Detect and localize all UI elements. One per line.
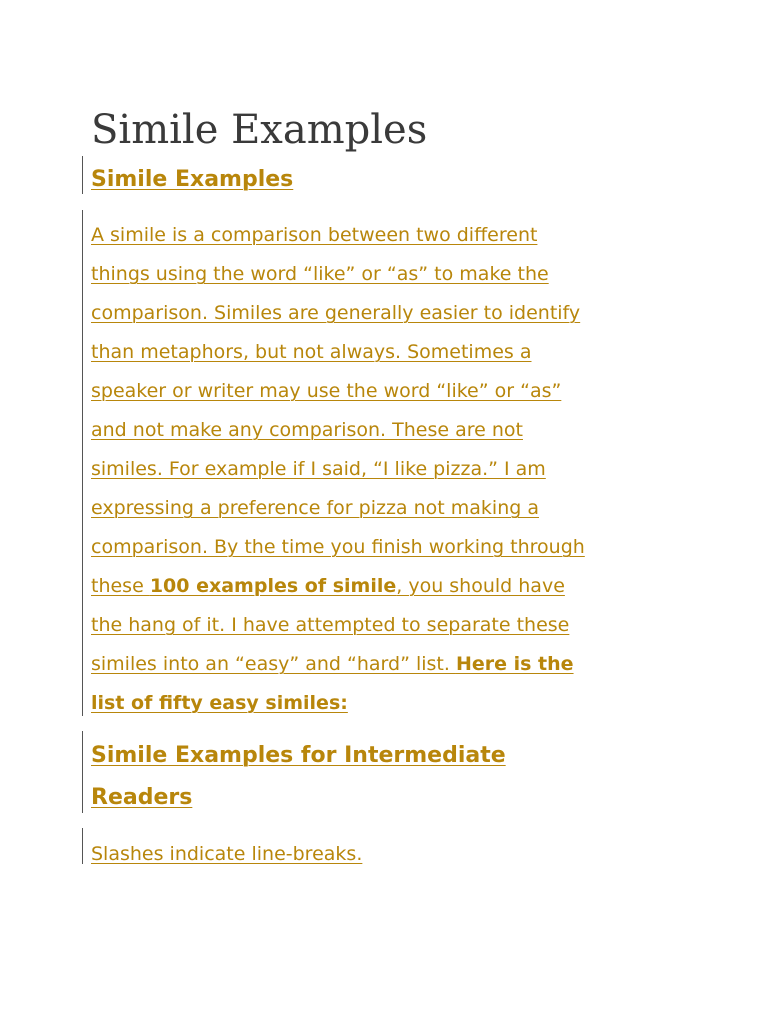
section-heading-simile-examples[interactable]	[91, 159, 293, 201]
paragraph-line[interactable]	[91, 567, 691, 606]
paragraph-line[interactable]	[91, 684, 691, 723]
section-heading-link[interactable]: Readers	[91, 785, 193, 810]
bold-link-100-examples[interactable]: 100 examples of simile	[149, 575, 397, 597]
paragraph-line[interactable]: speaker or writer may use the word “like” or “as”	[91, 380, 562, 402]
note-bar	[82, 828, 83, 864]
section-heading-intermediate[interactable]	[91, 735, 506, 819]
section-heading-link[interactable]: Simile Examples	[91, 167, 294, 192]
paragraph-line[interactable]: expressing a preference for pizza not making a	[91, 497, 539, 519]
section-bar	[82, 731, 83, 813]
paragraph-line[interactable]: things using the word “like” or “as” to make the	[91, 263, 549, 285]
intro-paragraph[interactable]	[91, 216, 691, 723]
paragraph-line[interactable]: than metaphors, but not always. Sometimes a	[91, 341, 532, 363]
paragraph-line[interactable]: the hang of it. I have attempted to separate these	[91, 614, 570, 636]
section-heading-link[interactable]: Simile Examples for Intermediate	[91, 743, 506, 768]
paragraph-line[interactable]: comparison. By the time you finish working through	[91, 536, 585, 558]
page-title: Simile Examples	[91, 107, 428, 153]
note-text[interactable]: Slashes indicate line-breaks.	[91, 843, 363, 865]
line-text: similes into an “easy” and “hard” list.	[91, 653, 456, 675]
line-break-note[interactable]	[91, 835, 691, 874]
paragraph-line[interactable]: and not make any comparison. These are not	[91, 419, 523, 441]
paragraph-bar	[82, 210, 83, 716]
paragraph-line[interactable]: A simile is a comparison between two different	[91, 224, 538, 246]
paragraph-line[interactable]: comparison. Similes are generally easier to identify	[91, 302, 581, 324]
bold-link-easy-list[interactable]: Here is the	[455, 653, 574, 675]
line-text: these	[91, 575, 150, 597]
section-bar	[82, 156, 83, 194]
paragraph-line[interactable]	[91, 645, 691, 684]
bold-link-easy-list-cont[interactable]: list of fifty easy similes:	[91, 692, 348, 714]
line-text: , you should have	[396, 575, 565, 597]
paragraph-line[interactable]: similes. For example if I said, “I like pizza.” I am	[91, 458, 546, 480]
